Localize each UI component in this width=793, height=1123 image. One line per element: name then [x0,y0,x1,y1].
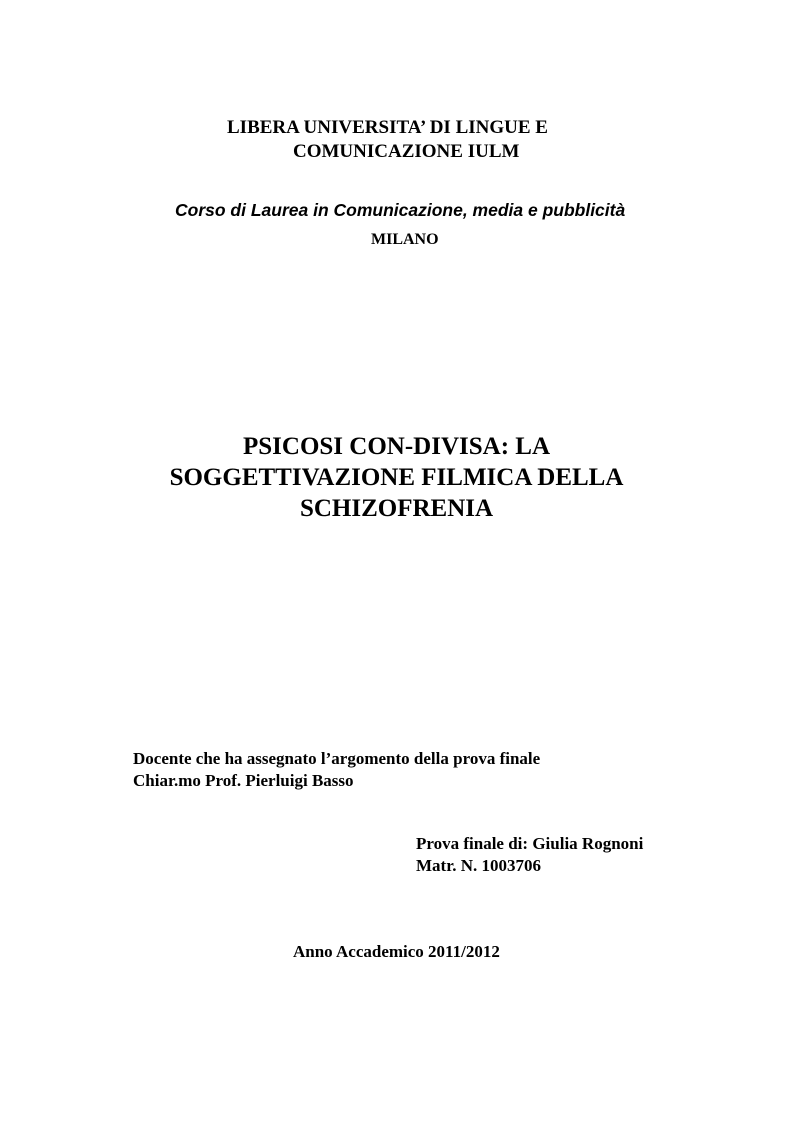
supervisor-name: Chiar.mo Prof. Pierluigi Basso [133,771,354,790]
academic-year: Anno Accademico 2011/2012 [293,942,500,961]
thesis-title-line-3: SCHIZOFRENIA [299,495,494,522]
thesis-title-line-2: SOGGETTIVAZIONE FILMICA DELLA [169,464,624,491]
city-name: MILANO [371,231,439,248]
degree-course: Corso di Laurea in Comunicazione, media e pubblicità [175,200,626,220]
thesis-title-line-1: PSICOSI CON-DIVISA: LA [243,433,550,460]
university-name-line-2: COMUNICAZIONE IULM [293,141,520,162]
student-name: Prova finale di: Giulia Rognoni [416,834,644,853]
university-name-line-1: LIBERA UNIVERSITA’ DI LINGUE E [227,117,548,138]
matriculation-number: Matr. N. 1003706 [416,856,541,875]
supervisor-role: Docente che ha assegnato l’argomento della prova finale [133,749,541,768]
